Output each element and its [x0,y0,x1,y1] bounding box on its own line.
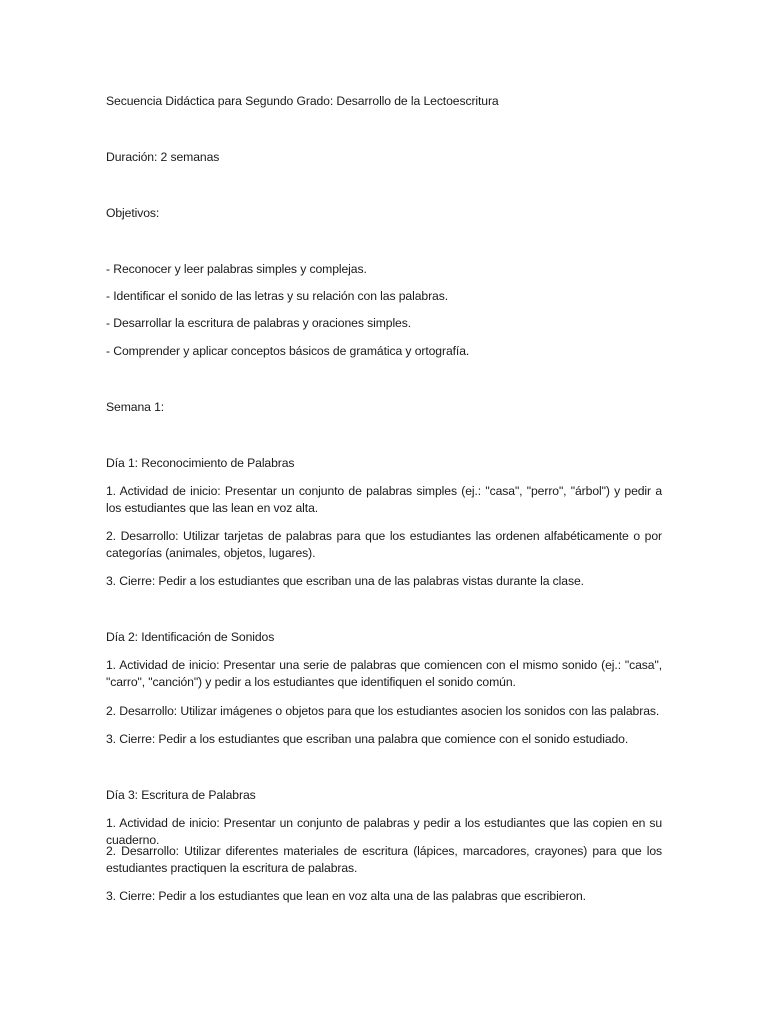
objective-item: - Reconocer y leer palabras simples y complejas. [106,262,367,276]
day-item: 2. Desarrollo: Utilizar imágenes o objetos para que los estudiantes asocien los sonidos con las palabras. [106,704,660,718]
objective-item: - Desarrollar la escritura de palabras y oraciones simples. [106,316,412,330]
day-item: 3. Cierre: Pedir a los estudiantes que escriban una palabra que comience con el sonido estudiado. [106,732,629,746]
day-heading: Día 1: Reconocimiento de Palabras [106,456,295,470]
day-item: 3. Cierre: Pedir a los estudiantes que escriban una de las palabras vistas durante la clase. [106,574,584,588]
day-item: 2. Desarrollo: Utilizar tarjetas de palabras para que los estudiantes las ordenen alfabéticamente o por categorías (animales, objetos, lugares). [106,529,662,560]
day-item: 1. Actividad de inicio: Presentar un conjunto de palabras y pedir a los estudiantes que las copien en su cuaderno. [106,816,662,847]
week-heading: Semana 1: [106,400,165,414]
day-heading: Día 2: Identificación de Sonidos [106,630,275,644]
duration-text: Duración: 2 semanas [106,150,220,164]
day-item: 1. Actividad de inicio: Presentar una serie de palabras que comiencen con el mismo sonido (ej.: "casa", "carro", "canción") y pedir a los estudiantes que identifiquen el sonido común. [106,658,662,689]
day-item: 2. Desarrollo: Utilizar diferentes materiales de escritura (lápices, marcadores, crayones) para que los estudiantes practiquen la escritura de palabras. [106,844,662,875]
document-title: Secuencia Didáctica para Segundo Grado: Desarrollo de la Lectoescritura [106,94,499,108]
objectives-heading: Objetivos: [106,206,160,220]
day-item: 1. Actividad de inicio: Presentar un conjunto de palabras simples (ej.: "casa", "perro", "árbol") y pedir a los estudiantes que las lean en voz alta. [106,484,662,515]
day-heading: Día 3: Escritura de Palabras [106,788,256,802]
objective-item: - Identificar el sonido de las letras y su relación con las palabras. [106,289,448,303]
objective-item: - Comprender y aplicar conceptos básicos de gramática y ortografía. [106,344,470,358]
day-item: 3. Cierre: Pedir a los estudiantes que lean en voz alta una de las palabras que escribieron. [106,889,586,903]
